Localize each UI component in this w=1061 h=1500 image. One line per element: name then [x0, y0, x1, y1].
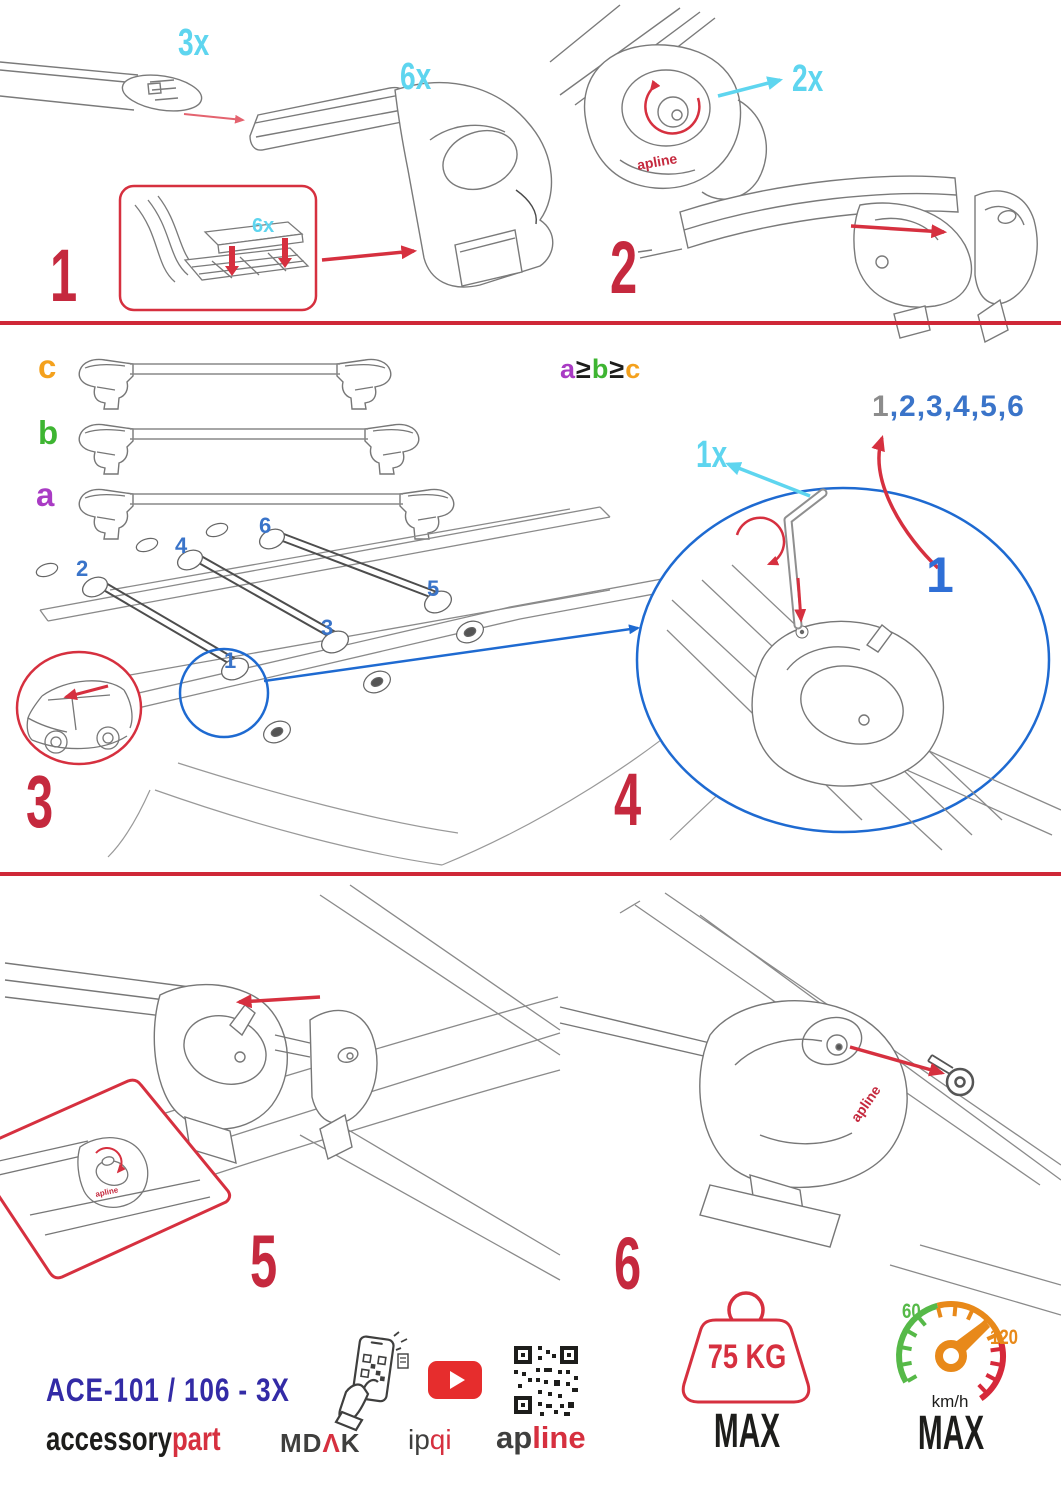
youtube-icon [428, 1360, 482, 1400]
section-divider-top [0, 321, 1061, 325]
accessorypart-black: accessory [46, 1420, 172, 1457]
mdak-k: K [340, 1428, 361, 1458]
inset-circle [17, 652, 141, 764]
bar-label-c: c [38, 348, 57, 385]
inset-brand-logo: apline [94, 1185, 120, 1199]
step3-number: 3 [26, 760, 53, 843]
crossbar-c [79, 359, 391, 409]
step5-number: 5 [250, 1220, 277, 1303]
step4-number: 4 [614, 758, 641, 841]
step1-illustration [0, 20, 580, 320]
position-label-3: 3 [321, 615, 334, 640]
bar-label-a: a [36, 476, 55, 513]
position-label-1: 1 [224, 648, 237, 673]
bar-endcap-illustration [638, 176, 1037, 342]
speed-unit-label: km/h [931, 1392, 969, 1411]
pad-inset [120, 186, 316, 310]
sequence-callout-1: 1 [926, 547, 954, 603]
lock-key-illustration [928, 1055, 973, 1095]
ipqi-ip: ip [408, 1424, 430, 1455]
position-label-2: 2 [76, 556, 89, 581]
knob-quantity-label: 2x [792, 58, 824, 100]
scan-qr-phone-icon [338, 1330, 410, 1430]
insert-bar-arrow [184, 114, 243, 120]
foot-brand-logo-step6: apline [847, 1082, 884, 1125]
formula-ge2: ≥ [609, 354, 626, 384]
formula-c: c [625, 354, 642, 384]
max-weight-label: MAX [713, 1405, 781, 1458]
foot-front-illustration [550, 5, 766, 199]
crossbar-tip-illustration [0, 62, 204, 116]
size-formula [560, 356, 641, 383]
step4-zoom-illustration [612, 420, 1061, 860]
position-label-5: 5 [427, 576, 440, 601]
step6-number: 6 [614, 1222, 641, 1305]
foot-quantity-label: 6x [400, 56, 432, 98]
bar-label-b: b [38, 414, 59, 451]
accessorypart-logo [46, 1420, 221, 1458]
position-label-6: 6 [259, 513, 272, 538]
bar-quantity-label: 3x [178, 22, 210, 64]
ipqi-qi: qi [429, 1424, 452, 1455]
formula-a: a [560, 354, 577, 384]
mdak-logo [280, 1428, 361, 1459]
speed-high-label: 120 [990, 1326, 1019, 1349]
apline-ap: ap [496, 1420, 533, 1455]
step2-number: 2 [610, 226, 637, 309]
speed-low-label: 60 [902, 1300, 921, 1323]
crossbar-b [79, 424, 419, 474]
formula-b: b [591, 354, 610, 384]
formula-ge1: ≥ [576, 354, 592, 384]
car-direction-inset [12, 648, 147, 770]
step6-foot [560, 1001, 907, 1247]
mdak-md: MD [280, 1428, 323, 1458]
tool-quantity-label: 1x [696, 434, 728, 476]
pad-to-foot-arrow [322, 251, 414, 260]
sequence-rest: ,2,3,4,5,6 [889, 390, 1025, 423]
tightening-sequence [872, 392, 1025, 422]
product-code: ACE-101 / 106 - 3X [46, 1372, 290, 1408]
section-divider-bottom [0, 872, 1061, 876]
mdak-lambda: Λ [322, 1428, 341, 1458]
apline-line: line [532, 1420, 586, 1455]
tool-quantity-arrow [728, 464, 810, 496]
max-weight-value: 75 KG [707, 1338, 787, 1376]
pad-quantity-label: 6x [252, 215, 275, 237]
step5-illustration [0, 885, 560, 1355]
step1-number: 1 [50, 234, 77, 317]
max-speed-label: MAX [917, 1407, 985, 1460]
foot-brand-logo: apline [635, 150, 679, 173]
tension-bolt-center [800, 630, 804, 634]
sequence-first: 1 [872, 390, 890, 423]
position-label-4: 4 [175, 533, 188, 558]
apline-logo [496, 1420, 586, 1456]
qr-code-icon [514, 1346, 580, 1418]
ipqi-logo [408, 1424, 452, 1456]
accessorypart-red: part [171, 1420, 221, 1457]
